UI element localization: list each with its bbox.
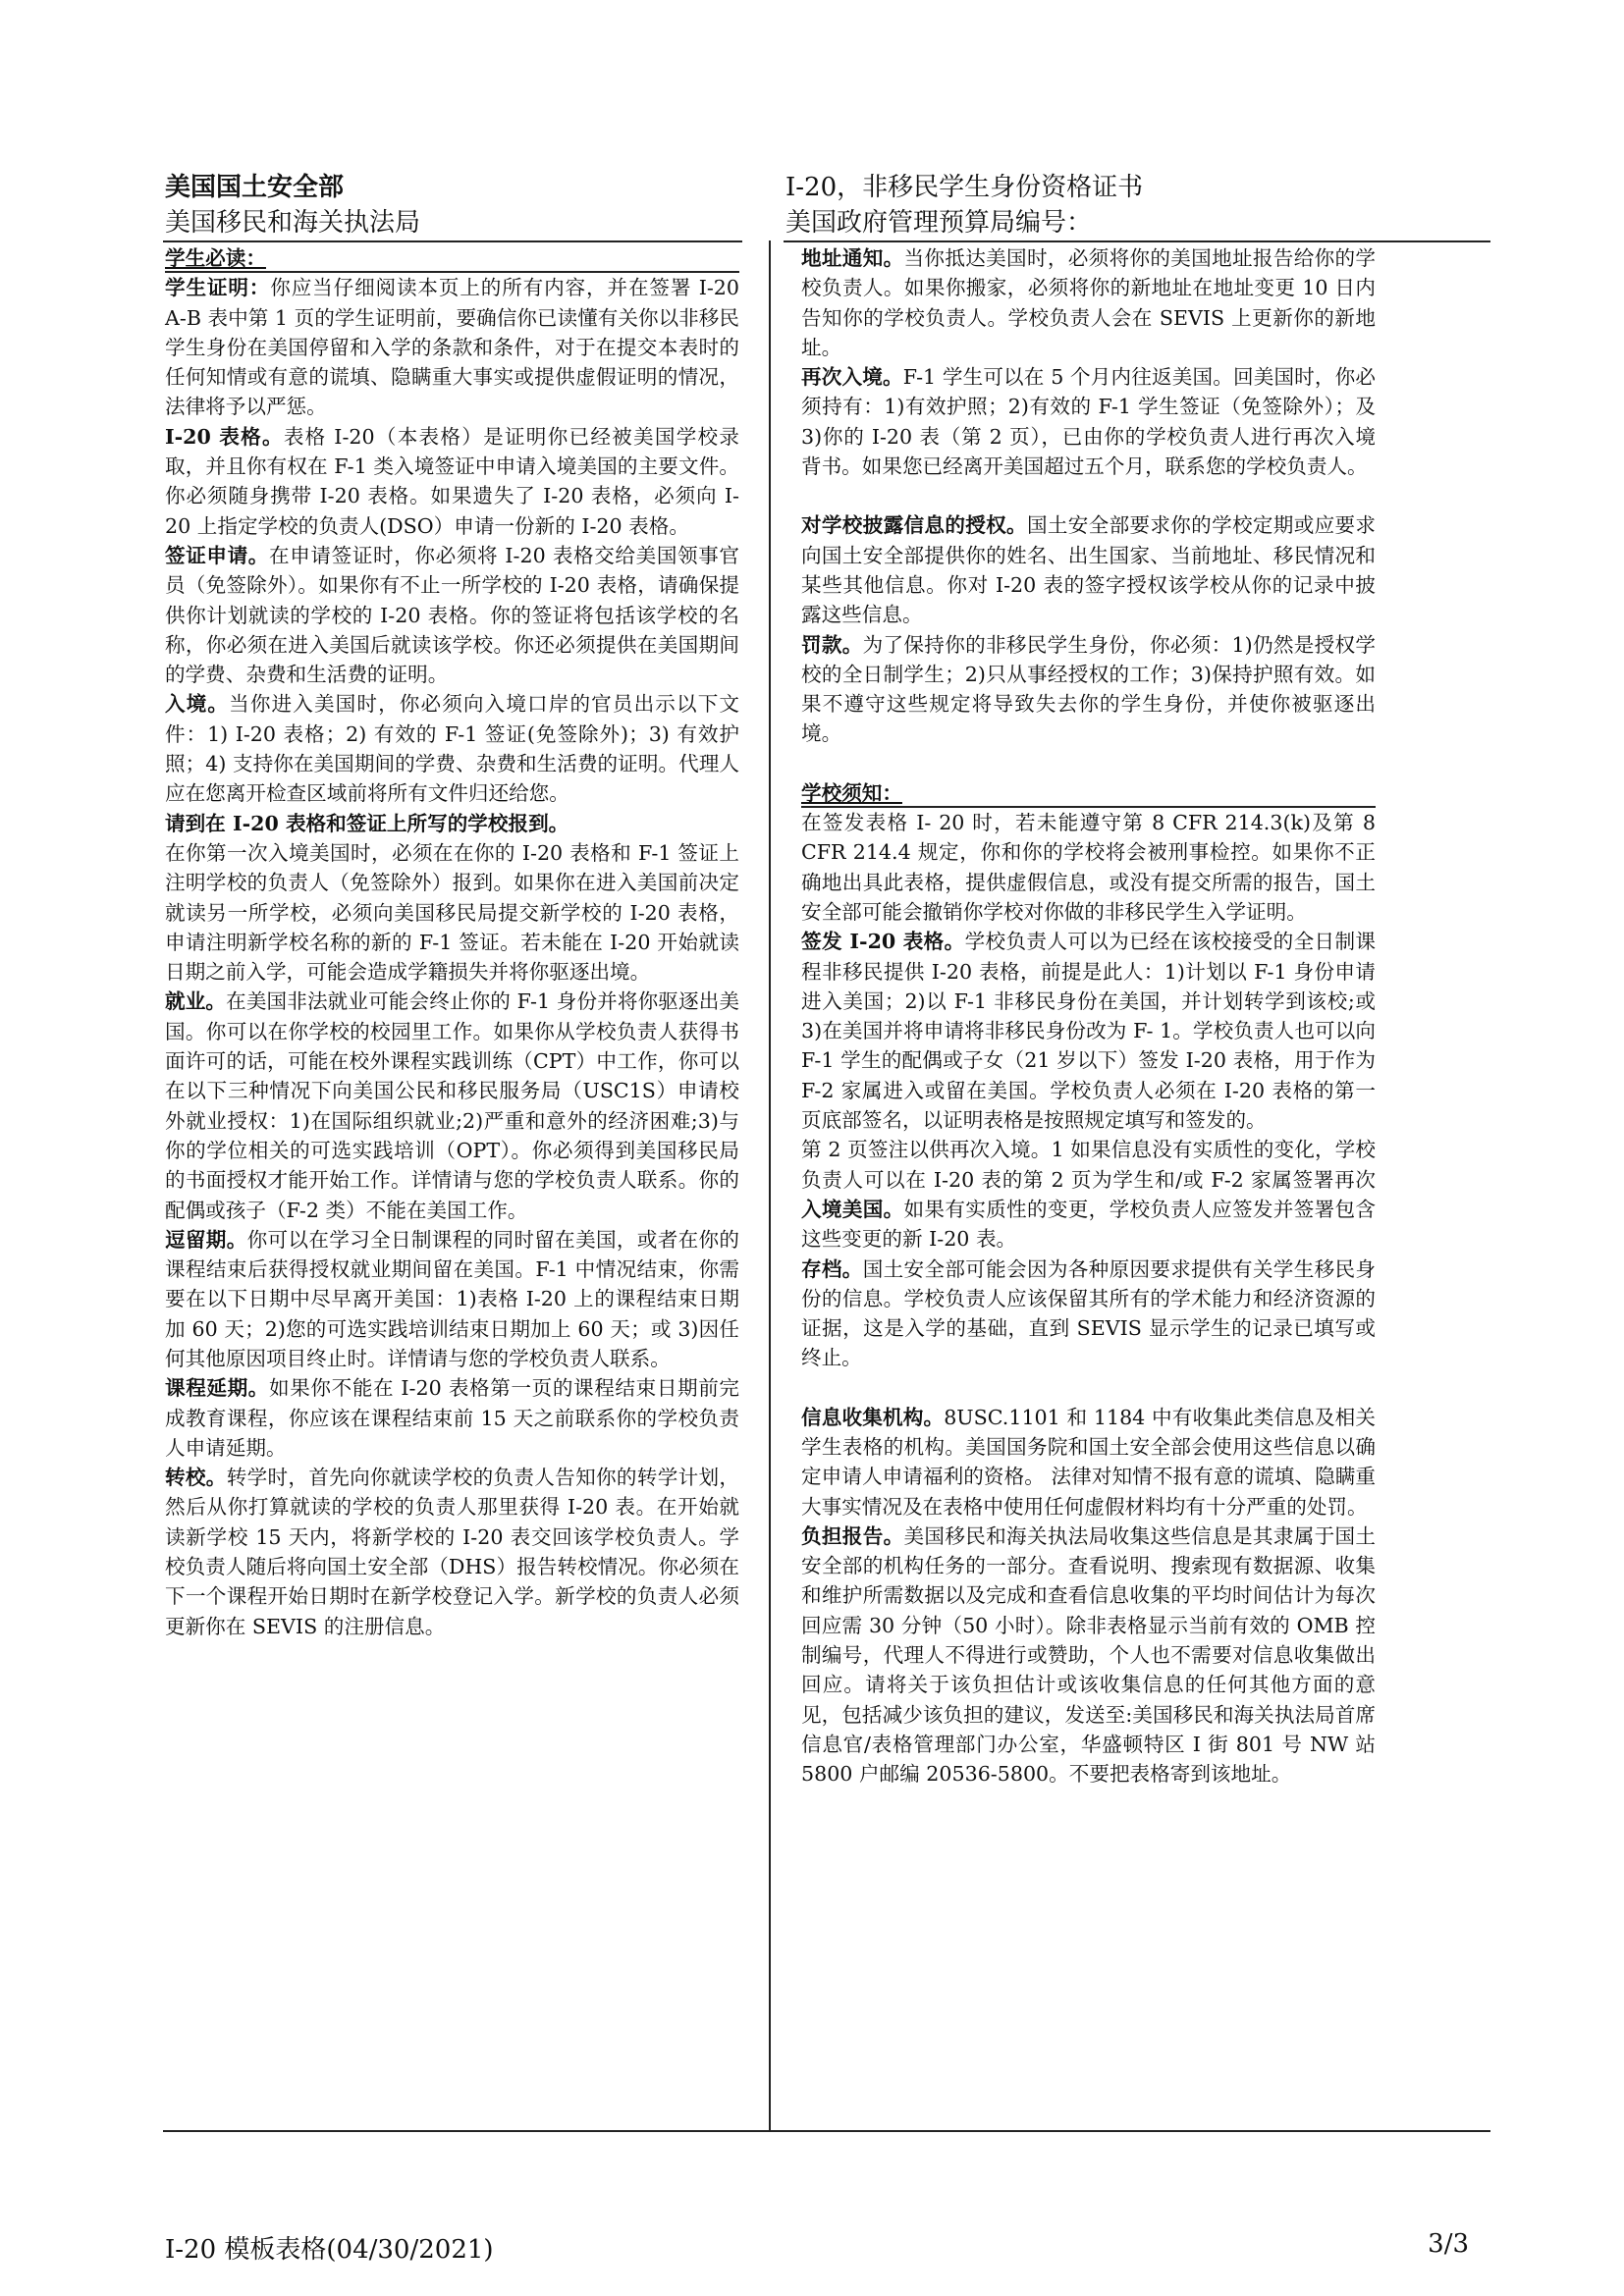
footer-page-number: 3/3 bbox=[1428, 2229, 1469, 2259]
omb-number: 美国政府管理预算局编号： bbox=[785, 208, 1093, 238]
paragraph: 地址通知。当你抵达美国时，必须将你的美国地址报告给你的学校负责人。如果你搬家，必须将你的新地址在地址变更 10 日内告知你的学校负责人。学校负责人会在 SEVIS 上更新你的新地址。 bbox=[801, 246, 1377, 359]
subagency-title: 美国移民和海关执法局 bbox=[165, 208, 421, 238]
paragraph: 签证申请。在申请签证时，你必须将 I-20 表格交给美国领事官员（免签除外）。如果你有不止一所学校的 I-20 表格，请确保提供你计划就读的学校的 I-20 表格。你的签证将包括该学校的名称，你必须在进入美国后就读该学校。你还必须提供在美国期间的学费、杂费和生活费的证明。 bbox=[165, 543, 740, 687]
footer-form-id: I-20 模板表格(04/30/2021) bbox=[165, 2235, 494, 2265]
paragraph: 入境。当你进入美国时，你必须向入境口岸的官员出示以下文件：1) I-20 表格；2) 有效的 F-1 签证(免签除外)；3) 有效护照；4) 支持你在美国期间的学费、杂费和生活费的证明。代理人应在您离开检查区域前将所有文件归还给您。 bbox=[165, 692, 739, 806]
paragraph: 在签发表格 I- 20 时，若未能遵守第 8 CFR 214.3(k)及第 8 CFR 214.4 规定，你和你的学校将会被刑事检控。如果你不正确地出具此表格，提供虚假信息，或没有提交所需的报告，国土安全部可能会撤销你学校对你做的非移民学生入学证明。 bbox=[801, 811, 1376, 924]
paragraph: 签发 I-20 表格。学校负责人可以为已经在该校接受的全日制课程非移民提供 I-20 表格，前提是此人：1)计划以 F-1 身份申请进入美国；2)以 F-1 非移民身份在美国，并计划转学到该校;或 3)在美国并将申请将非移民身份改为 F- 1。学校负责人也可以向 F-1 学生的配偶或子女（21 岁以下）签发 I-20 表格，用于作为 F-2 家属进入或留在美国。学校负责人必须在 I-20 表格的第一页底部签名，以证明表格是按照规定填写和签发的。 bbox=[801, 930, 1376, 1133]
paragraph: 存档。国土安全部可能会因为各种原因要求提供有关学生移民身份的信息。学校负责人应该保留其所有的学术能力和经济资源的证据，这是入学的基础，直到 SEVIS 显示学生的记录已填写或终止。 bbox=[801, 1256, 1377, 1370]
column-divider bbox=[769, 240, 771, 2130]
header-rule-right bbox=[784, 240, 1490, 242]
paragraph: 逗留期。你可以在学习全日制课程的同时留在美国，或者在你的课程结束后获得授权就业期间留在美国。F-1 中情况结束，你需要在以下日期中尽早离开美国：1)表格 I-20 上的课程结束日期加 60 天；2)您的可选实践培训结束日期加上 60 天；或 3)因任何其他原因项目终止时。详情请与您的学校负责人联系。 bbox=[165, 1227, 740, 1370]
agency-title: 美国国土安全部 bbox=[165, 173, 345, 202]
form-title: I-20，非移民学生身份资格证书 bbox=[785, 173, 1144, 202]
section-title-schools: 学校须知： bbox=[801, 780, 902, 805]
paragraph: 课程延期。如果你不能在 I-20 表格第一页的课程结束日期前完成教育课程，你应该在课程结束前 15 天之前联系你的学校负责人申请延期。 bbox=[165, 1376, 740, 1460]
right-column bbox=[801, 243, 1376, 1789]
paragraph-heading: 请到在 I-20 表格和签证上所写的学校报到。 bbox=[165, 811, 569, 835]
paragraph: 再次入境。F-1 学生可以在 5 个月内往返美国。回美国时，你必须持有：1)有效护照；2)有效的 F-1 学生签证（免签除外）；及 3)你的 I-20 表（第 2 页），已由你的学校负责人进行再次入境背书。如果您已经离开美国超过五个月，联系您的学校负责人。 bbox=[801, 365, 1377, 479]
paragraph: 信息收集机构。8USC.1101 和 1184 中有收集此类信息及相关学生表格的机构。美国国务院和国土安全部会使用这些信息以确定申请人申请福利的资格。 法律对知情不报有意的谎填、隐瞒重大事实情况及在表格中使用任何虚假材料均有十分严重的处罚。 bbox=[801, 1405, 1377, 1519]
bottom-rule bbox=[163, 2130, 1490, 2132]
spacer bbox=[801, 749, 1376, 778]
paragraph: 罚款。为了保持你的非移民学生身份，你必须：1)仍然是授权学校的全日制学生；2)只从事经授权的工作；3)保持护照有效。如果不遵守这些规定将导致失去你的学生身份，并使你被驱逐出境。 bbox=[801, 632, 1376, 746]
left-column bbox=[165, 243, 739, 1641]
paragraph: 第 2 页签注以供再次入境。1 如果信息没有实质性的变化，学校负责人可以在 I-20 表的第 2 页为学生和/或 F-2 家属签署再次入境美国。如果有实质性的变更，学校负责人应签发并签署包含这些变更的新 I-20 表。 bbox=[801, 1138, 1377, 1252]
paragraph: 在你第一次入境美国时，必须在在你的 I-20 表格和 F-1 签证上注明学校的负责人（免签除外）报到。如果你在进入美国前决定就读另一所学校，必须向美国移民局提交新学校的 I-20 表格，申请注明新学校名称的新的 F-1 签证。若未能在 I-20 开始就读日期之前入学，可能会造成学籍损失并将你驱逐出境。 bbox=[165, 840, 739, 985]
paragraph: 负担报告。美国移民和海关执法局收集这些信息是其隶属于国土安全部的机构任务的一部分。查看说明、搜索现有数据源、收集和维护所需数据以及完成和查看信息收集的平均时间估计为每次回应需 30 分钟（50 小时）。除非表格显示当前有效的 OMB 控制编号，代理人不得进行或赞助，个人也不需要对信息收集做出回应。请将关于该负担估计或该收集信息的任何其他方面的意见，包括减少该负担的建议，发送至:美国移民和海关执法局首席信息官/表格管理部门办公室，华盛顿特区 I 街 801 号 NW 站 5800 户邮编 20536-5800。不要把表格寄到该地址。 bbox=[801, 1523, 1377, 1787]
paragraph: 就业。在美国非法就业可能会终止你的 F-1 身份并将你驱逐出美国。你可以在你学校的校园里工作。如果你从学校负责人获得书面许可的话，可能在校外课程实践训练（CPT）中工作，你可以在以下三种情况下向美国公民和移民服务局（USC1S）申请校外就业授权：1)在国际组织就业;2)严重和意外的经济困难;3)与你的学位相关的可选实践培训（OPT）。你必须得到美国移民局的书面授权才能开始工作。详情请与您的学校负责人联系。你的配偶或孩子（F-2 类）不能在美国工作。 bbox=[165, 989, 740, 1222]
paragraph: I-20 表格。表格 I-20（本表格）是证明你已经被美国学校录取，并且你有权在 F-1 类入境签证中申请入境美国的主要文件。你必须随身携带 I-20 表格。如果遗失了 I-20 表格，必须向 I-20 上指定学校的负责人(DSO）申请一份新的 I-20 表格。 bbox=[165, 424, 740, 538]
paragraph: 转校。转学时，首先向你就读学校的负责人告知你的转学计划，然后从你打算就读的学校的负责人那里获得 I-20 表。在开始就读新学校 15 天内，将新学校的 I-20 表交回该学校负责人。学校负责人随后将向国土安全部（DHS）报告转校情况。你必须在下一个课程开始日期时在新学校登记入学。新学校的负责人必须更新你在 SEVIS 的注册信息。 bbox=[165, 1466, 740, 1638]
header-rule-left bbox=[163, 240, 742, 242]
spacer bbox=[801, 481, 1376, 510]
spacer bbox=[801, 1373, 1376, 1403]
section-title-students: 学生必读： bbox=[165, 246, 266, 270]
paragraph: 对学校披露信息的授权。国土安全部要求你的学校定期或应要求向国土安全部提供你的姓名、出生国家、当前地址、移民情况和某些其他信息。你对 I-20 表的签字授权该学校从你的记录中披露这些信息。 bbox=[801, 513, 1377, 627]
paragraph: 学生证明：你应当仔细阅读本页上的所有内容，并在签署 I-20 A-B 表中第 1 页的学生证明前，要确信你已读懂有关你以非移民学生身份在美国停留和入学的条款和条件，对于在提交本表时的任何知情或有意的谎填、隐瞒重大事实或提供虚假证明的情况，法律将予以严惩。 bbox=[165, 276, 740, 419]
